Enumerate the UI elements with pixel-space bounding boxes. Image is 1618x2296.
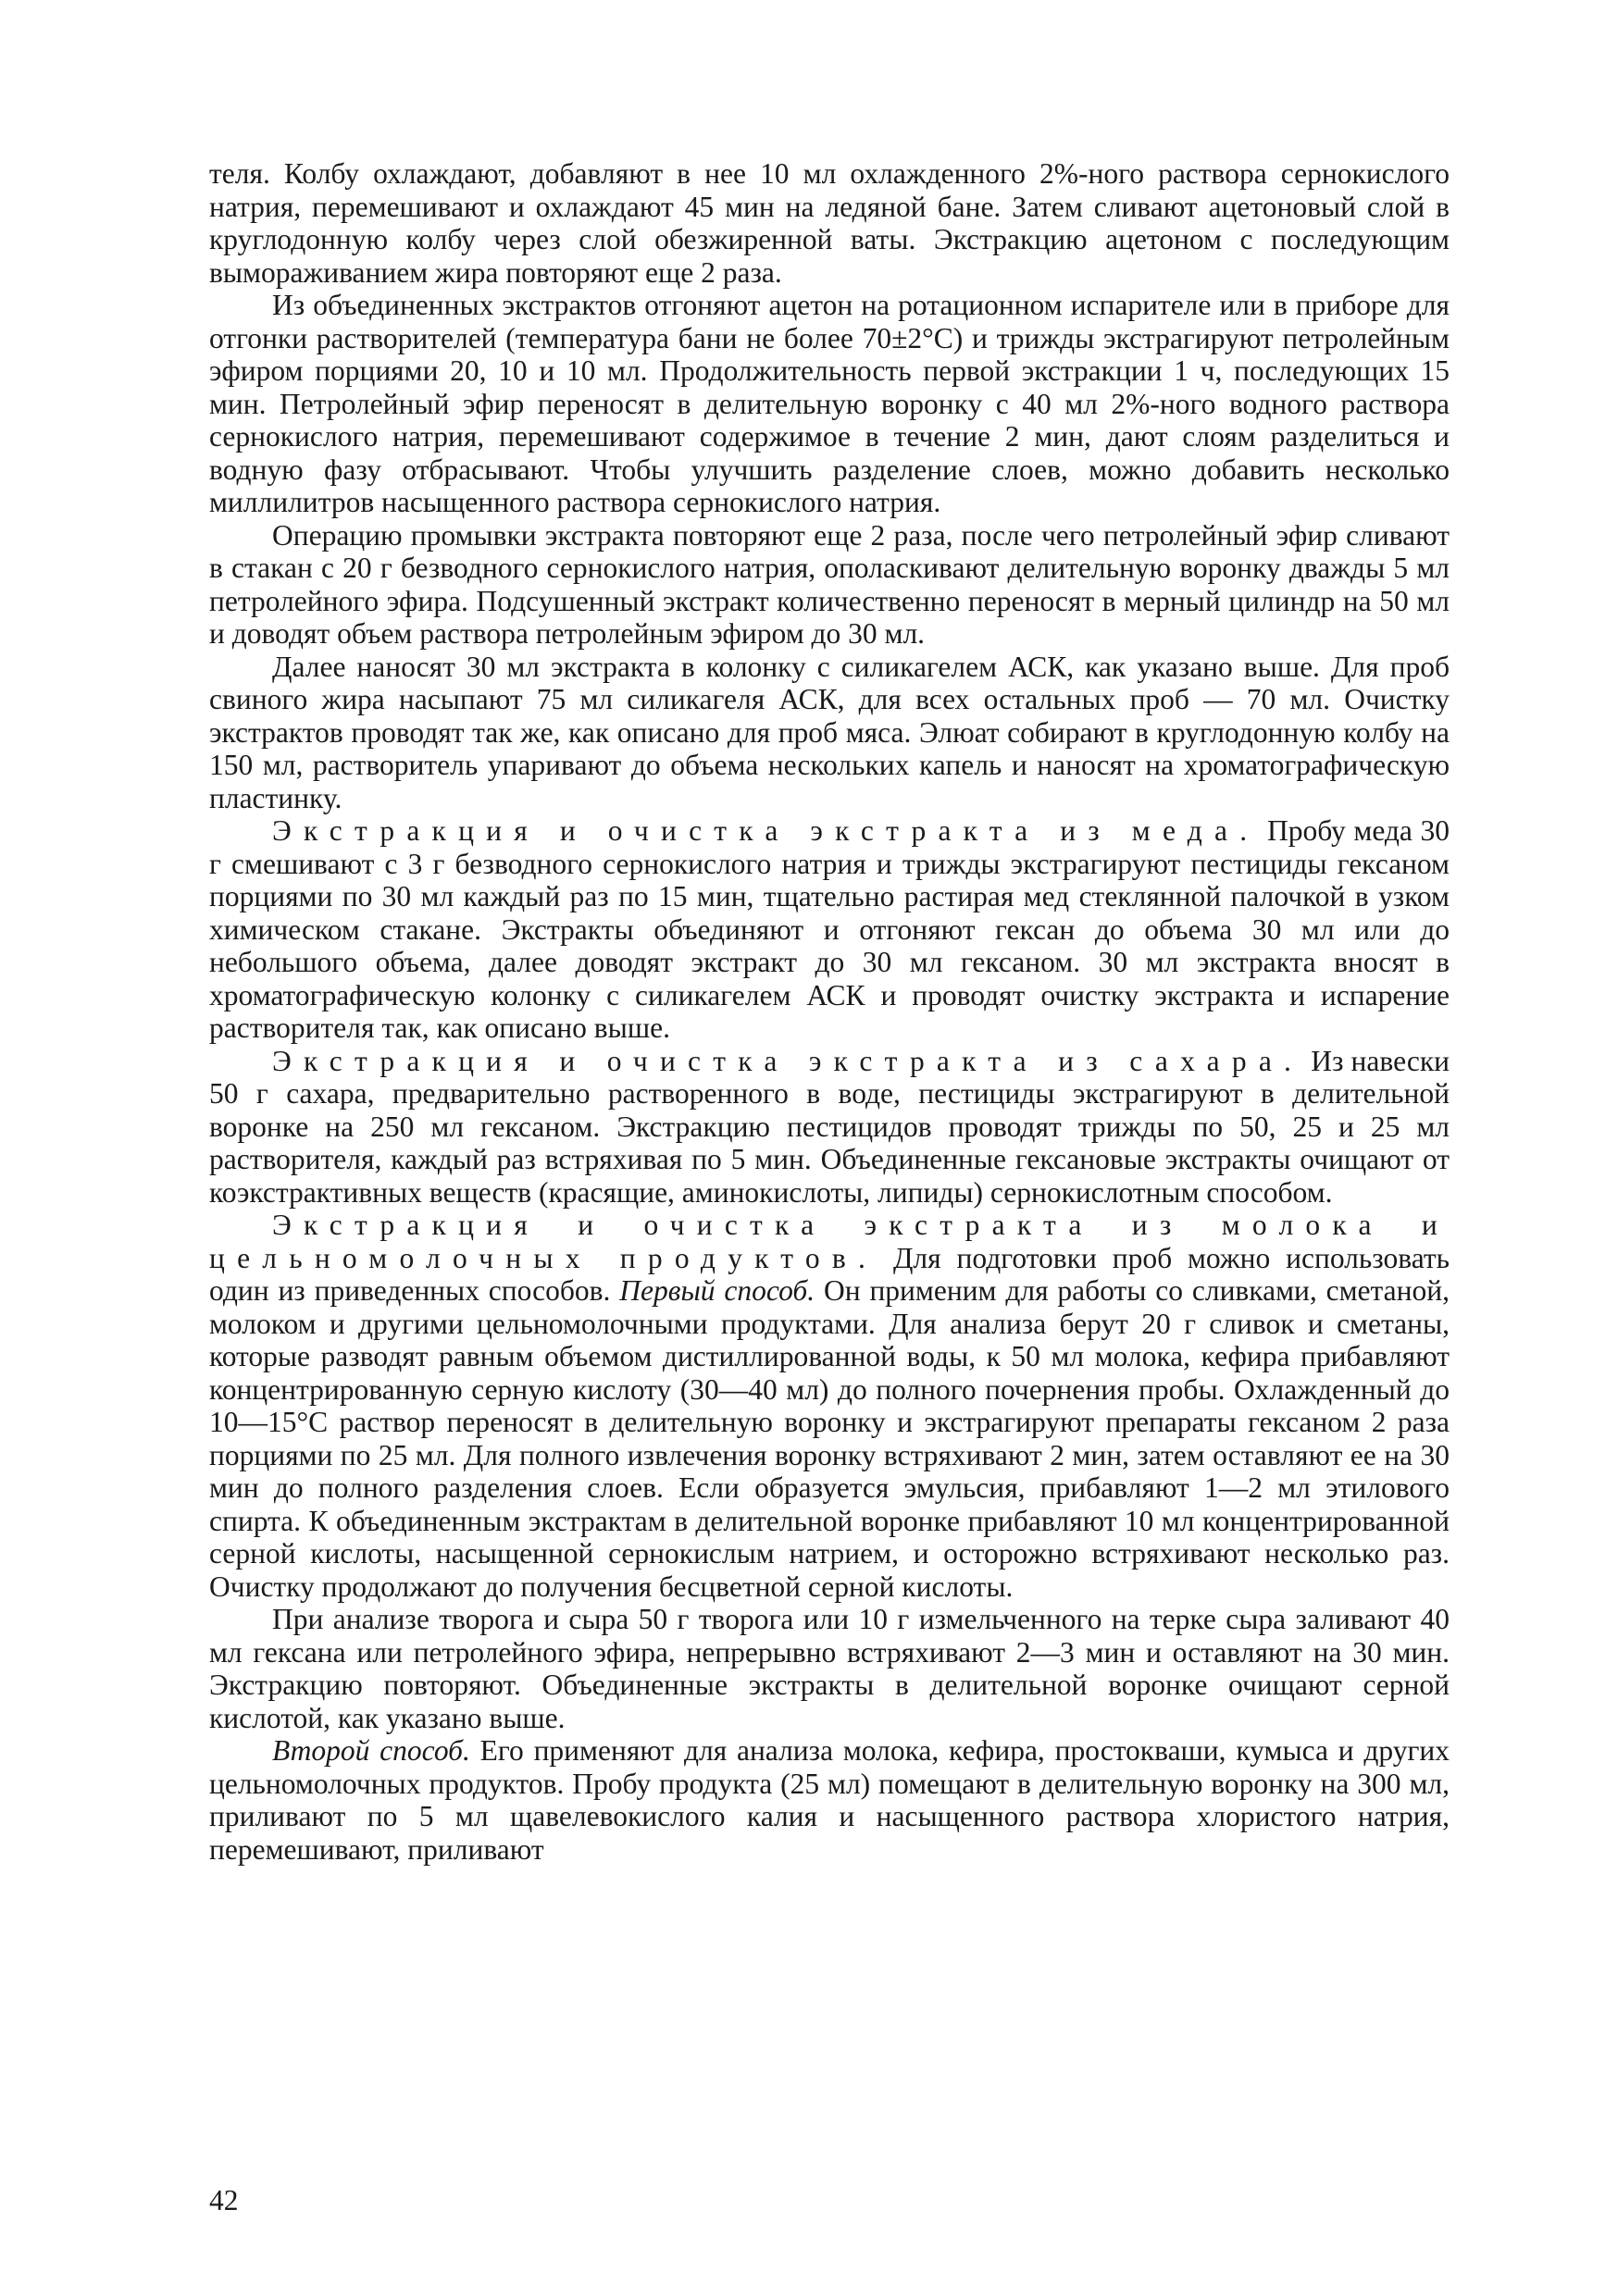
method-two-label: Второй способ. <box>272 1734 470 1767</box>
paragraph-honey-body: Пробу меда 30 г смешивают с 3 г безводного сернокислого натрия и трижды экстрагируют пестициды гексаном порциями по 30 мл каждый раз по 15 мин, тщательно растирая мед стеклянной палочкой в узком химическом стакане. Экстракты объединяют и отгоняют гексан до объема 30 мл или до небольшого объема, далее доводят экстракт до 30 мл гексаном. 30 мл экстракта вносят в хроматографическую колонку с силикагелем АСК и проводят очистку экстракта и испарение растворителя так, как описано выше. <box>209 814 1450 1044</box>
paragraph-sugar-body: Из навески 50 г сахара, предварительно растворенного в воде, пестициды экстрагируют в делительной воронке на 250 мл гексаном. Экстракцию пестицидов проводят трижды по 50, 25 и 25 мл растворителя, каждый раз встряхивая по 5 мин. Объединенные гексановые экстракты очищают от коэкстрактивных веществ (красящие, аминокислоты, липиды) сернокислотным способом. <box>209 1044 1450 1209</box>
paragraph-1: теля. Колбу охлаждают, добавляют в нее 10 мл охлажденного 2%-ного раствора сернокислого натрия, перемешивают и охлаждают 45 мин на ледяной бане. Затем сливают ацетоновый слой в круглодонную колбу через слой обезжиренной ваты. Экстракцию ацетоном с последующим вымораживанием жира повторяют еще 2 раза. <box>209 157 1450 289</box>
page-body <box>209 157 1450 1866</box>
paragraph-milk-body: Он применим для работы со сливками, сметаной, молоком и другими цельномолочными продуктами. Для анализа берут 20 г сливок и сметаны, которые разводят равным объемом дистиллированной воды, к 50 мл молока, кефира прибавляют концентрированную серную кислоту (30—40 мл) до полного почернения пробы. Охлажденный до 10—15°С раствор переносят в делительную воронку и экстрагируют препараты гексаном 2 раза порциями по 25 мл. Для полного извлечения воронку встряхивают 2 мин, затем оставляют ее на 30 мин до полного разделения слоев. Если образуется эмульсия, прибавляют 1—2 мл этилового спирта. К объединенным экстрактам в делительной воронке прибавляют 10 мл концентрированной серной кислоты, насыщенной сернокислым натрием, и осторожно встряхивают несколько раз. Очистку продолжают до получения бесцветной серной кислоты. <box>209 1274 1450 1603</box>
paragraph-milk <box>209 1209 1450 1603</box>
paragraph-sugar <box>209 1045 1450 1210</box>
paragraph-cheese: При анализе творога и сыра 50 г творога или 10 г измельченного на терке сыра заливают 40 мл гексана или петролейного эфира, непрерывно встряхивают 2—3 мин и оставляют на 30 мин. Экстракцию повторяют. Объединенные экстракты в делительной воронке очищают серной кислотой, как указано выше. <box>209 1603 1450 1734</box>
paragraph-method-two <box>209 1734 1450 1866</box>
paragraph-2: Из объединенных экстрактов отгоняют ацетон на ротационном испарителе или в приборе для отгонки растворителей (температура бани не более 70±2°С) и трижды экстрагируют петролейным эфиром порциями 20, 10 и 10 мл. Продолжительность первой экстракции 1 ч, последующих 15 мин. Петролейный эфир переносят в делительную воронку с 40 мл 2%-ного водного раствора сернокислого натрия, перемешивают содержимое в течение 2 мин, дают слоям разделиться и водную фазу отбрасывают. Чтобы улучшить разделение слоев, можно добавить несколько миллилитров насыщенного раствора сернокислого натрия. <box>209 289 1450 518</box>
section-heading-sugar: Экстракция и очистка экстракта из сахара. <box>272 1044 1304 1077</box>
paragraph-milk-intro: Для подготовки проб можно использовать один из приведенных способов. <box>209 1241 1450 1307</box>
paragraph-honey <box>209 814 1450 1045</box>
paragraph-method-two-body: Его применяют для анализа молока, кефира, простокваши, кумыса и других цельномолочных продуктов. Пробу продукта (25 мл) помещают в делительную воронку на 300 мл, приливают по 5 мл щавелевокислого калия и насыщенного раствора хлористого натрия, перемешивают, приливают <box>209 1734 1450 1866</box>
section-heading-milk: Экстракция и очистка экстракта из молока и цельномолочных продуктов. <box>209 1209 1450 1274</box>
paragraph-3: Операцию промывки экстракта повторяют еще 2 раза, после чего петролейный эфир сливают в стакан с 20 г безводного сернокислого натрия, ополаскивают делительную воронку дважды 5 мл петролейного эфира. Подсушенный экстракт количественно переносят в мерный цилиндр на 50 мл и доводят объем раствора петролейным эфиром до 30 мл. <box>209 518 1450 650</box>
page-number: 42 <box>209 2184 239 2216</box>
section-heading-honey: Экстракция и очистка экстракта из меда. <box>272 814 1260 847</box>
method-one-label: Первый способ. <box>619 1274 815 1307</box>
paragraph-4: Далее наносят 30 мл экстракта в колонку с силикагелем АСК, как указано выше. Для проб свиного жира насыпают 75 мл силикагеля АСК, для всех остальных проб — 70 мл. Очистку экстрактов проводят так же, как описано для проб мяса. Элюат собирают в круглодонную колбу на 150 мл, растворитель упаривают до объема нескольких капель и наносят на хроматографическую пластинку. <box>209 650 1450 814</box>
